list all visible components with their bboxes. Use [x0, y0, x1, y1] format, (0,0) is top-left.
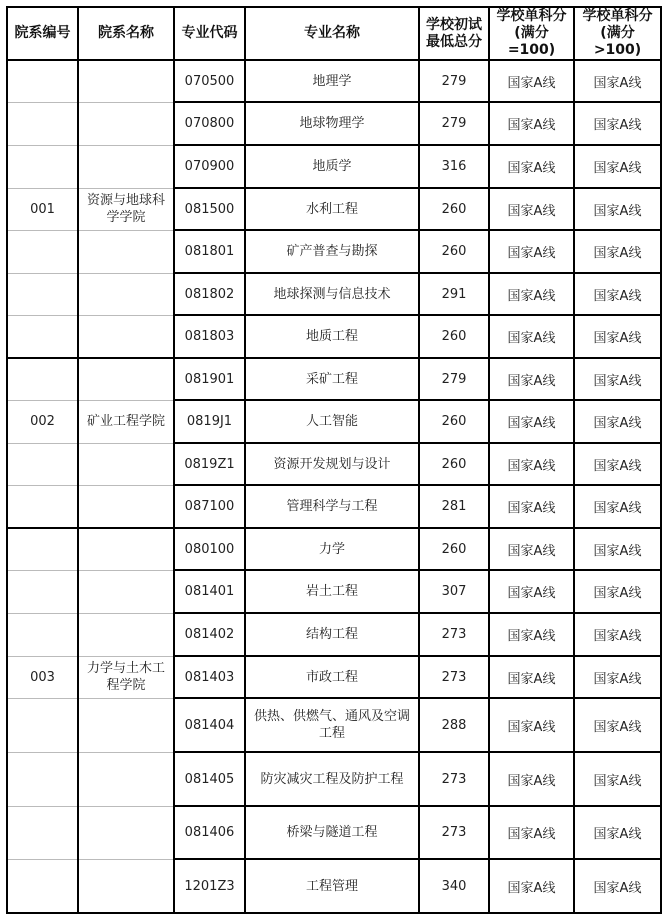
- single-gt100-cell: 国家A线: [574, 400, 661, 443]
- single-100-cell: 国家A线: [489, 400, 574, 443]
- table-body: [7, 60, 661, 913]
- major-name-cell: 人工智能: [245, 400, 419, 443]
- single-100-cell: 国家A线: [489, 145, 574, 188]
- single-100-cell: 国家A线: [489, 613, 574, 656]
- major-name-cell: 结构工程: [245, 613, 419, 656]
- dept-name-cell-empty: [78, 273, 174, 315]
- dept-name-cell-empty: [78, 145, 174, 188]
- dept-no-cell-empty: [7, 528, 78, 570]
- min-total-score-cell: 260: [419, 528, 489, 570]
- min-total-score-cell: 340: [419, 859, 489, 913]
- major-name-cell: 岩土工程: [245, 570, 419, 613]
- major-name-cell: 地质工程: [245, 315, 419, 358]
- dept-name-cell: 资源与地球科学学院: [78, 188, 174, 230]
- table-row: [7, 358, 661, 400]
- dept-no-cell: 003: [7, 656, 78, 698]
- single-gt100-cell: 国家A线: [574, 315, 661, 358]
- single-gt100-cell: 国家A线: [574, 145, 661, 188]
- table-row: [7, 528, 661, 570]
- single-100-cell: 国家A线: [489, 485, 574, 528]
- major-name-cell: 桥梁与隧道工程: [245, 806, 419, 859]
- single-100-cell: 国家A线: [489, 273, 574, 315]
- min-total-score-cell: 273: [419, 806, 489, 859]
- major-name-cell: 地球探测与信息技术: [245, 273, 419, 315]
- major-code-cell: 087100: [174, 485, 245, 528]
- dept-name-cell-empty: [78, 698, 174, 752]
- dept-no-cell-empty: [7, 752, 78, 806]
- min-total-score-cell: 273: [419, 752, 489, 806]
- table-row: [7, 443, 661, 485]
- dept-name-cell-empty: [78, 443, 174, 485]
- single-gt100-cell: 国家A线: [574, 656, 661, 698]
- dept-no-cell-empty: [7, 145, 78, 188]
- major-name-cell: 采矿工程: [245, 358, 419, 400]
- major-code-cell: 081402: [174, 613, 245, 656]
- dept-name-cell-empty: [78, 806, 174, 859]
- dept-name-cell-empty: [78, 315, 174, 358]
- dept-name-cell-empty: [78, 613, 174, 656]
- major-name-cell: 供热、供燃气、通风及空调工程: [245, 698, 419, 752]
- dept-no-cell: 001: [7, 188, 78, 230]
- major-code-cell: 081801: [174, 230, 245, 273]
- dept-name-cell-empty: [78, 485, 174, 528]
- dept-no-cell-empty: [7, 230, 78, 273]
- header-single-100-line1: 学校单科分: [496, 8, 567, 24]
- single-gt100-cell: 国家A线: [574, 443, 661, 485]
- min-total-score-cell: 279: [419, 102, 489, 145]
- major-name-cell: 管理科学与工程: [245, 485, 419, 528]
- table-header: [7, 7, 661, 60]
- header-dept-no: 院系编号: [7, 7, 78, 60]
- dept-name-cell-empty: [78, 570, 174, 613]
- header-major-code: 专业代码: [174, 7, 245, 60]
- min-total-score-cell: 291: [419, 273, 489, 315]
- single-100-cell: 国家A线: [489, 230, 574, 273]
- dept-no-cell-empty: [7, 570, 78, 613]
- min-total-score-cell: 279: [419, 358, 489, 400]
- single-gt100-cell: 国家A线: [574, 698, 661, 752]
- dept-no-cell-empty: [7, 273, 78, 315]
- major-code-cell: 070900: [174, 145, 245, 188]
- table-row: [7, 230, 661, 273]
- min-total-score-cell: 273: [419, 613, 489, 656]
- major-name-cell: 市政工程: [245, 656, 419, 698]
- major-name-cell: 力学: [245, 528, 419, 570]
- major-code-cell: 1201Z3: [174, 859, 245, 913]
- single-gt100-cell: 国家A线: [574, 613, 661, 656]
- single-gt100-cell: 国家A线: [574, 358, 661, 400]
- single-100-cell: 国家A线: [489, 859, 574, 913]
- major-name-cell: 工程管理: [245, 859, 419, 913]
- dept-name-cell-empty: [78, 528, 174, 570]
- single-100-cell: 国家A线: [489, 698, 574, 752]
- single-100-cell: 国家A线: [489, 188, 574, 230]
- table-row: [7, 102, 661, 145]
- header-single-100-line2: (满分=100): [507, 25, 556, 58]
- header-single-gt100-line1: 学校单科分: [582, 8, 653, 24]
- min-total-score-cell: 288: [419, 698, 489, 752]
- table-row: [7, 273, 661, 315]
- major-name-cell: 水利工程: [245, 188, 419, 230]
- single-100-cell: 国家A线: [489, 315, 574, 358]
- min-total-score-cell: 260: [419, 443, 489, 485]
- table-row: [7, 60, 661, 102]
- table-row: [7, 315, 661, 358]
- table-row: [7, 698, 661, 752]
- header-single-100: [489, 7, 574, 60]
- min-total-score-cell: 260: [419, 188, 489, 230]
- table-row: [7, 656, 661, 698]
- dept-name-cell-empty: [78, 102, 174, 145]
- major-name-cell: 地质学: [245, 145, 419, 188]
- header-min-total-line1: 学校初试: [426, 16, 482, 33]
- major-name-cell: 资源开发规划与设计: [245, 443, 419, 485]
- min-total-score-cell: 307: [419, 570, 489, 613]
- dept-no-cell-empty: [7, 60, 78, 102]
- dept-name-cell-empty: [78, 752, 174, 806]
- single-gt100-cell: 国家A线: [574, 570, 661, 613]
- single-100-cell: 国家A线: [489, 358, 574, 400]
- single-100-cell: 国家A线: [489, 443, 574, 485]
- single-100-cell: 国家A线: [489, 528, 574, 570]
- single-100-cell: 国家A线: [489, 752, 574, 806]
- major-code-cell: 081405: [174, 752, 245, 806]
- table-row: [7, 859, 661, 913]
- major-code-cell: 0819J1: [174, 400, 245, 443]
- min-total-score-cell: 316: [419, 145, 489, 188]
- header-single-gt100: [574, 7, 661, 60]
- major-code-cell: 070500: [174, 60, 245, 102]
- dept-name-cell: 力学与土木工程学院: [78, 656, 174, 698]
- major-code-cell: 081802: [174, 273, 245, 315]
- min-total-score-cell: 273: [419, 656, 489, 698]
- major-code-cell: 070800: [174, 102, 245, 145]
- table-row: [7, 485, 661, 528]
- major-code-cell: 0819Z1: [174, 443, 245, 485]
- single-gt100-cell: 国家A线: [574, 188, 661, 230]
- dept-no-cell: 002: [7, 400, 78, 443]
- table-row: [7, 613, 661, 656]
- major-name-cell: 地球物理学: [245, 102, 419, 145]
- dept-name-cell-empty: [78, 859, 174, 913]
- header-min-total: [419, 7, 489, 60]
- dept-no-cell-empty: [7, 443, 78, 485]
- single-gt100-cell: 国家A线: [574, 230, 661, 273]
- dept-no-cell-empty: [7, 806, 78, 859]
- min-total-score-cell: 260: [419, 315, 489, 358]
- major-code-cell: 081803: [174, 315, 245, 358]
- major-name-cell: 地理学: [245, 60, 419, 102]
- dept-name-cell: 矿业工程学院: [78, 400, 174, 443]
- min-total-score-cell: 279: [419, 60, 489, 102]
- single-gt100-cell: 国家A线: [574, 752, 661, 806]
- header-single-gt100-line2: (满分>100): [593, 25, 642, 58]
- header-major-name: 专业名称: [245, 7, 419, 60]
- single-gt100-cell: 国家A线: [574, 859, 661, 913]
- major-name-cell: 防灾减灾工程及防护工程: [245, 752, 419, 806]
- single-gt100-cell: 国家A线: [574, 528, 661, 570]
- dept-name-cell-empty: [78, 230, 174, 273]
- single-100-cell: 国家A线: [489, 102, 574, 145]
- major-code-cell: 081401: [174, 570, 245, 613]
- single-100-cell: 国家A线: [489, 570, 574, 613]
- dept-name-cell-empty: [78, 60, 174, 102]
- dept-no-cell-empty: [7, 859, 78, 913]
- single-100-cell: 国家A线: [489, 656, 574, 698]
- single-gt100-cell: 国家A线: [574, 102, 661, 145]
- major-name-cell: 矿产普查与勘探: [245, 230, 419, 273]
- table-row: [7, 752, 661, 806]
- single-100-cell: 国家A线: [489, 60, 574, 102]
- dept-no-cell-empty: [7, 698, 78, 752]
- dept-no-cell-empty: [7, 358, 78, 400]
- major-code-cell: 081406: [174, 806, 245, 859]
- table-row: [7, 806, 661, 859]
- header-min-total-line2: 最低总分: [426, 33, 482, 50]
- header-dept-name: 院系名称: [78, 7, 174, 60]
- major-code-cell: 081404: [174, 698, 245, 752]
- single-100-cell: 国家A线: [489, 806, 574, 859]
- min-total-score-cell: 260: [419, 230, 489, 273]
- dept-name-cell-empty: [78, 358, 174, 400]
- dept-no-cell-empty: [7, 102, 78, 145]
- dept-no-cell-empty: [7, 613, 78, 656]
- admission-score-table: [6, 6, 662, 914]
- table-row: [7, 400, 661, 443]
- major-code-cell: 081901: [174, 358, 245, 400]
- dept-no-cell-empty: [7, 315, 78, 358]
- table-row: [7, 145, 661, 188]
- single-gt100-cell: 国家A线: [574, 60, 661, 102]
- major-code-cell: 081403: [174, 656, 245, 698]
- min-total-score-cell: 260: [419, 400, 489, 443]
- single-gt100-cell: 国家A线: [574, 806, 661, 859]
- single-gt100-cell: 国家A线: [574, 273, 661, 315]
- min-total-score-cell: 281: [419, 485, 489, 528]
- dept-no-cell-empty: [7, 485, 78, 528]
- header-row: [7, 7, 661, 60]
- major-code-cell: 081500: [174, 188, 245, 230]
- table-row: [7, 188, 661, 230]
- single-gt100-cell: 国家A线: [574, 485, 661, 528]
- table-row: [7, 570, 661, 613]
- major-code-cell: 080100: [174, 528, 245, 570]
